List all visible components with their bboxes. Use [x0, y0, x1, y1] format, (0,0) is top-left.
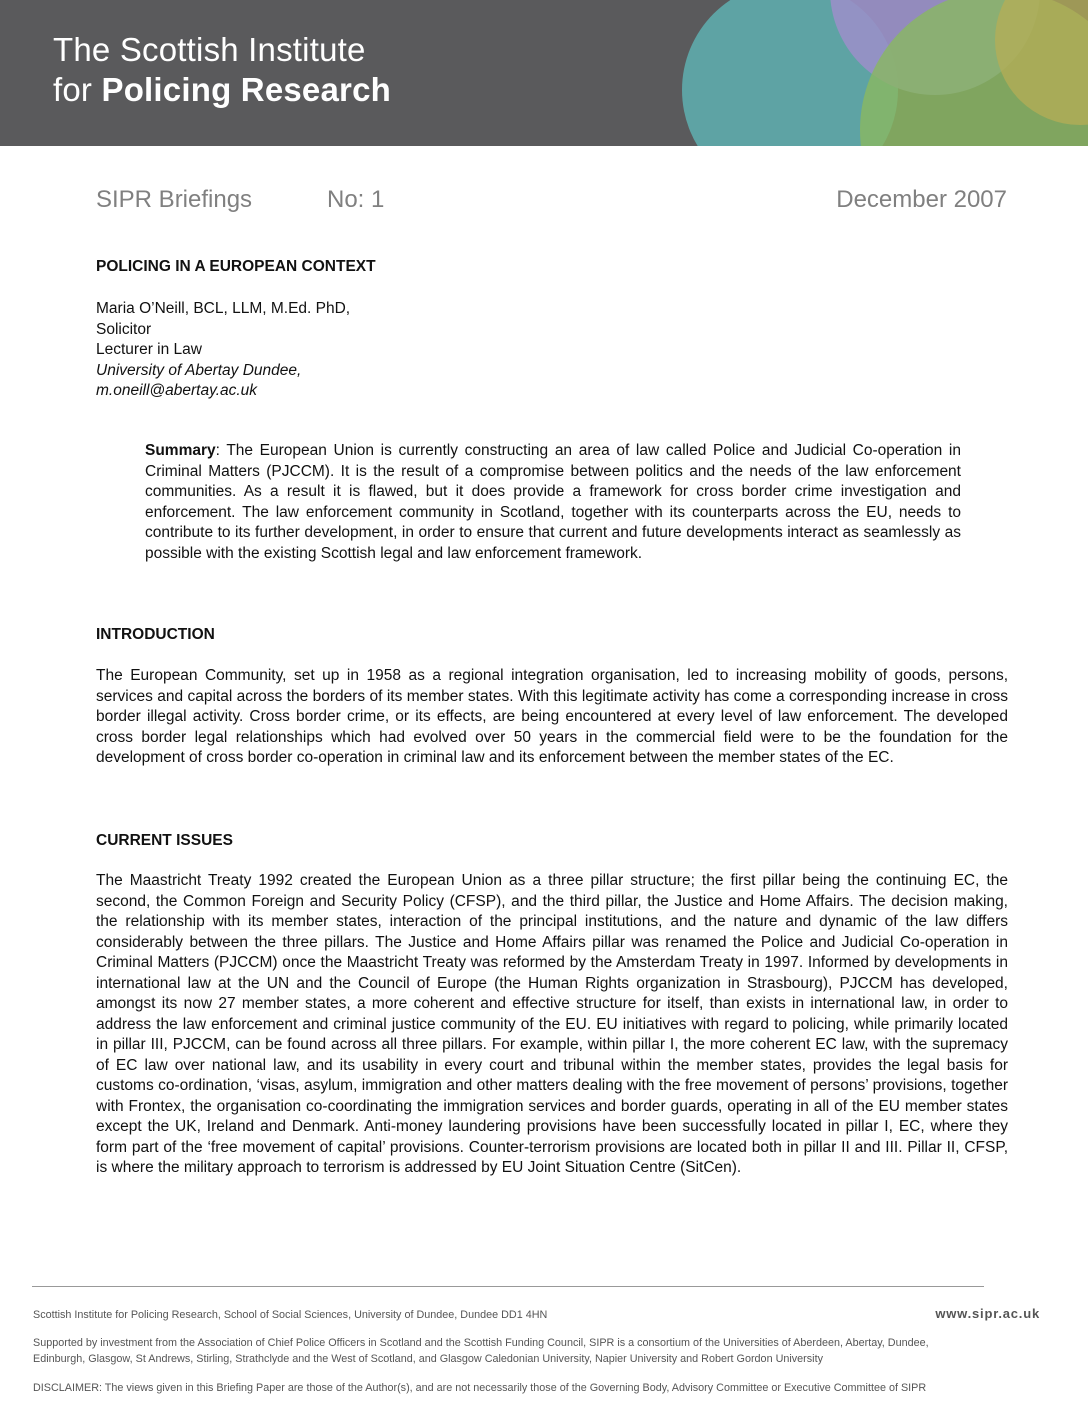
introduction-heading: INTRODUCTION [96, 626, 215, 643]
footer-support [33, 1335, 929, 1367]
brand-line-1: The Scottish Institute [53, 31, 366, 68]
summary-paragraph [145, 441, 961, 564]
author-role-lecturer: Lecturer in Law [96, 341, 202, 358]
summary-label: Summary [145, 442, 216, 459]
document-title: POLICING IN A EUROPEAN CONTEXT [96, 258, 376, 275]
footer-support-line-2: Edinburgh, Glasgow, St Andrews, Stirling, Strathclyde and the West of Scotland, and Glasgow Caledonian University, Napier University and Robert Gordon University [33, 1353, 823, 1365]
brand-line-2 [53, 70, 391, 110]
footer-disclaimer: DISCLAIMER: The views given in this Briefing Paper are those of the Author(s), and are not necessarily those of the Governing Body, Advisory Committee or Executive Committee of SIPR [33, 1382, 927, 1394]
briefing-date: December 2007 [836, 186, 1007, 213]
introduction-paragraph: The European Community, set up in 1958 as a regional integration organisation, led to increasing mobility of goods, persons, services and capital across the borders of its member states. With this legitimate activity has come a corresponding increase in cross border illegal activity. Cross border crime, or its effects, are being encountered at every level of law enforcement. The developed cross border legal relationships which had evolved over 50 years in the commercial field were to be the foundation for the development of cross border co-operation in criminal law and its enforcement between the member states of the EC. [96, 667, 1008, 766]
footer-support-line-1: Supported by investment from the Association of Chief Police Officers in Scotland and the Scottish Funding Council, SIPR is a consortium of the Universities of Aberdeen, Abertay, Dundee, [33, 1337, 929, 1349]
summary-text: : The European Union is currently constructing an area of law called Police and Judicial Co-operation in Criminal Matters (PJCCM). It is the result of a compromise between politics and the needs of the law enforcement communities. As a result it is flawed, but it does provide a framework for cross border crime investigation and enforcement. The law enforcement community in Scotland, together with its counterparts across the EU, needs to contribute to its further development, in order to ensure that current and future developments interact as seamlessly as possible with the existing Scottish legal and law enforcement framework. [145, 442, 961, 562]
briefing-series: SIPR Briefings [96, 186, 253, 213]
brand-line-2-bold: Policing Research [101, 71, 391, 108]
briefing-number: No: 1 [327, 186, 385, 213]
header-banner [0, 0, 1088, 146]
author-email: m.oneill@abertay.ac.uk [96, 382, 258, 399]
current-issues-paragraph: The Maastricht Treaty 1992 created the European Union as a three pillar structure; the first pillar being the continuing EC, the second, the Common Foreign and Security Policy (CFSP), and the third pillar, the Justice and Home Affairs. The decision making, the relationship with its member states, interaction of the principal institutions, and the nature and dynamic of the law differs considerably between the three pillars. The Justice and Home Affairs pillar was renamed the Police and Judicial Co-operation in Criminal Matters (PJCCM) once the Maastricht Treaty was reformed by the Amsterdam Treaty in 1997. Informed by developments in international law at the UN and the Council of Europe (the Human Rights organization in Strasbourg), PJCCM has developed, amongst its now 27 member states, a more coherent and effective structure for itself, than exists in international law, in order to address the law enforcement and criminal justice community of the EU. EU initiatives with regard to policing, while primarily located in pillar III, PJCCM, can be found across all three pillars. For example, within pillar I, the more coherent EC law, with the supremacy of EC law over national law, and its usability in every court and tribunal within the member states, provides the legal basis for customs co-ordination, ‘visas, asylum, immigration and other matters dealing with the free movement of persons’ provisions, together with Frontex, the organisation co-coordinating the immigration services and border guards, operating in all of the EU member states except the UK, Ireland and Denmark. Anti-money laundering provisions have been successfully located in pillar I, EC, where they form part of the ‘free movement of capital’ provisions. Counter-terrorism provisions are located both in pillar II and III. Pillar II, CFSP, is where the military approach to terrorism is addressed by EU Joint Situation Centre (SitCen). [96, 872, 1008, 1176]
footer-website-link[interactable]: www.sipr.ac.uk [935, 1306, 1040, 1321]
author-block [96, 299, 350, 402]
author-name: Maria O’Neill, BCL, LLM, M.Ed. PhD, [96, 300, 351, 317]
institute-logo-text [53, 30, 391, 110]
footer-divider [32, 1286, 984, 1287]
footer-address: Scottish Institute for Policing Research, School of Social Sciences, University of Dundee, Dundee DD1 4HN [33, 1309, 548, 1321]
brand-line-2-light: for [53, 71, 102, 108]
author-role-solicitor: Solicitor [96, 320, 152, 338]
author-institution: University of Abertay Dundee, [96, 361, 302, 379]
current-issues-heading: CURRENT ISSUES [96, 832, 233, 849]
